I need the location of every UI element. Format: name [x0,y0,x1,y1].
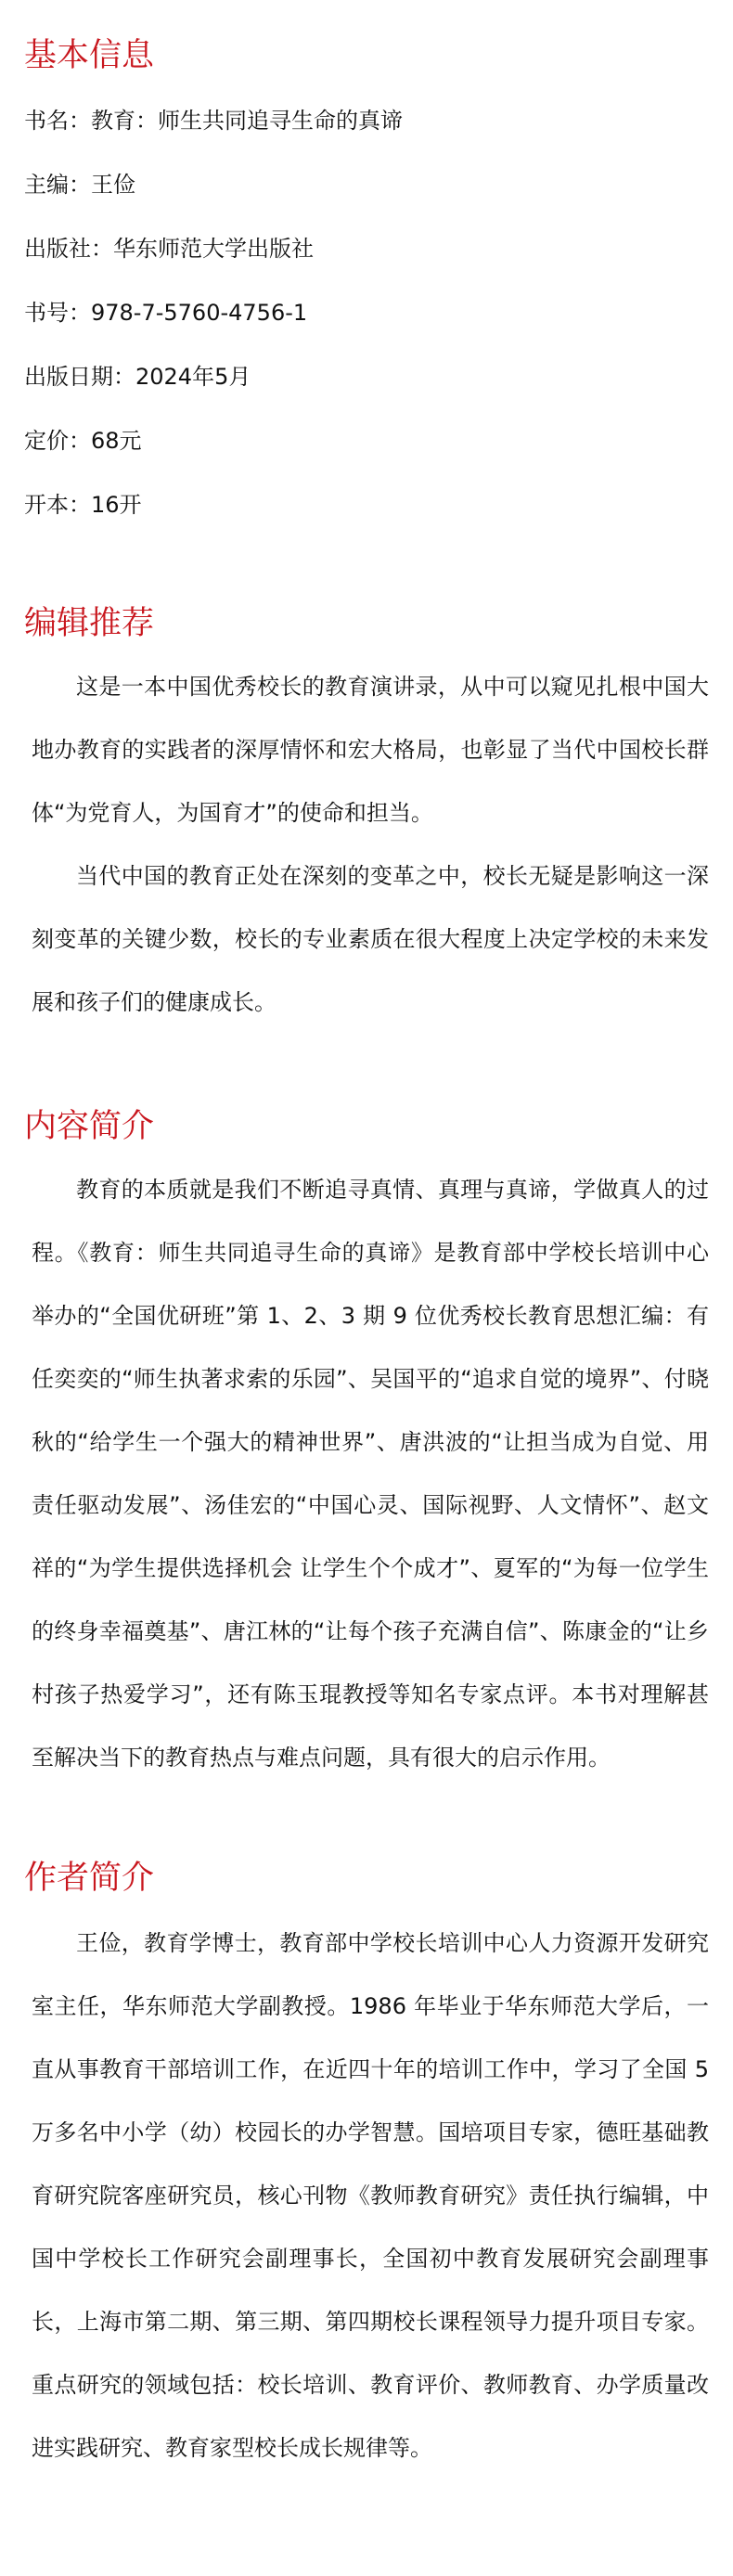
basic-info-heading: 基本信息 [24,37,155,74]
content-intro-paragraph: 教育的本质就是我们不断追寻真情、真理与真谛，学做真人的过程。《教育：师生共同追寻生命的真谛》是教育部中学校长培训中心举办的“全国优研班”第 1、2、3 期 9 位优秀校长教育思想汇编：有任奕奕的“师生执著求索的乐园”、吴国平的“追求自觉的境界”、付晓秋的“给学生一个强大的精神世界”、唐洪波的“让担当成为自觉、用责任驱动发展”、汤佳宏的“中国心灵、国际视野、人文情怀”、赵文祥的“为学生提供选择机会 让学生个个成才”、夏军的“为每一位学生的终身幸福奠基”、唐江林的“让每个孩子充满自信”、陈康金的“让乡村孩子热爱学习”，还有陈玉琨教授等知名专家点评。本书对理解甚至解决当下的教育热点与难点问题，具有很大的启示作用。 [32,1177,709,1771]
info-pub-date: 出版日期：2024年5月 [24,364,251,390]
author-intro-paragraph: 王俭，教育学博士，教育部中学校长培训中心人力资源开发研究室主任，华东师范大学副教授。1986 年毕业于华东师范大学后，一直从事教育干部培训工作，在近四十年的培训工作中，学习了全国 5 万多名中小学（幼）校园长的办学智慧。国培项目专家，德旺基础教育研究院客座研究员，核心刊物《教师教育研究》责任执行编辑，中国中学校长工作研究会副理事长，全国初中教育发展研究会副理事长，上海市第二期、第三期、第四期校长课程领导力提升项目专家。重点研究的领域包括：校长培训、教育评价、教师教育、办学质量改进实践研究、教育家型校长成长规律等。 [32,1930,709,2461]
info-isbn: 书号：978-7-5760-4756-1 [24,300,308,326]
editor-recommend-heading: 编辑推荐 [24,605,155,642]
editor-recommend-paragraph-1: 这是一本中国优秀校长的教育演讲录，从中可以窥见扎根中国大地办教育的实践者的深厚情怀和宏大格局，也彰显了当代中国校长群体“为党育人，为国育才”的使命和担当。 [32,674,709,826]
info-title: 书名：教育：师生共同追寻生命的真谛 [24,108,403,134]
info-editor: 主编：王俭 [24,172,135,198]
info-publisher: 出版社：华东师范大学出版社 [24,236,314,262]
info-format: 开本：16开 [24,492,142,518]
content-intro-heading: 内容简介 [24,1108,155,1145]
editor-recommend-paragraph-2: 当代中国的教育正处在深刻的变革之中，校长无疑是影响这一深刻变革的关键少数，校长的专业素质在很大程度上决定学校的未来发展和孩子们的健康成长。 [32,863,709,1015]
info-price: 定价：68元 [24,428,142,454]
author-intro-heading: 作者简介 [24,1860,155,1897]
